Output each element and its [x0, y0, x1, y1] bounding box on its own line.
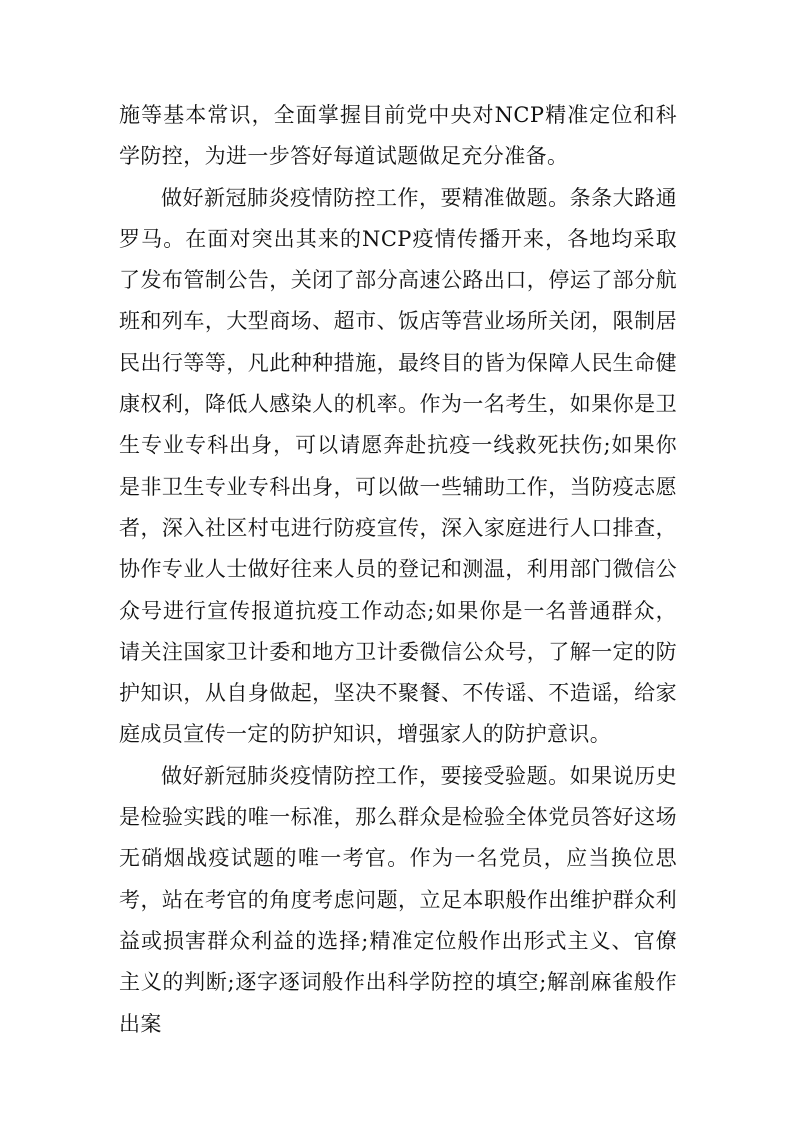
paragraph-1: 施等基本常识，全面掌握目前党中央对NCP精准定位和科学防控，为进一步答好每道试题做足充分准备。: [119, 103, 677, 169]
paragraph-2: 做好新冠肺炎疫情防控工作，要精准做题。条条大路通罗马。在面对突出其来的NCP疫情传播开来，各地均采取了发布管制公告，关闭了部分高速公路出口，停运了部分航班和列车，大型商场、超市、饭店等营业场所关闭，限制居民出行等等，凡此种种措施，最终目的皆为保障人民生命健康权利，降低人感染人的机率。作为一名考生，如果你是卫生专业专科出身，可以请愿奔赴抗疫一线救死扶伤;如果你是非卫生专业专科出身，可以做一些辅助工作，当防疫志愿者，深入社区村屯进行防疫宣传，深入家庭进行人口排查，协作专业人士做好往来人员的登记和测温，利用部门微信公众号进行宣传报道抗疫工作动态;如果你是一名普通群众，请关注国家卫计委和地方卫计委微信公众号，了解一定的防护知识，从自身做起，坚决不聚餐、不传谣、不造谣，给家庭成员宣传一定的防护知识，增强家人的防护意识。: [119, 185, 677, 747]
paragraph-3: 做好新冠肺炎疫情防控工作，要接受验题。如果说历史是检验实践的唯一标准，那么群众是检验全体党员答好这场无硝烟战疫试题的唯一考官。作为一名党员，应当换位思考，站在考官的角度考虑问题，立足本职般作出维护群众利益或损害群众利益的选择;精准定位般作出形式主义、官僚主义的判断;逐字逐词般作出科学防控的填空;解剖麻雀般作出案: [119, 763, 677, 1036]
document-body: [119, 95, 677, 1045]
